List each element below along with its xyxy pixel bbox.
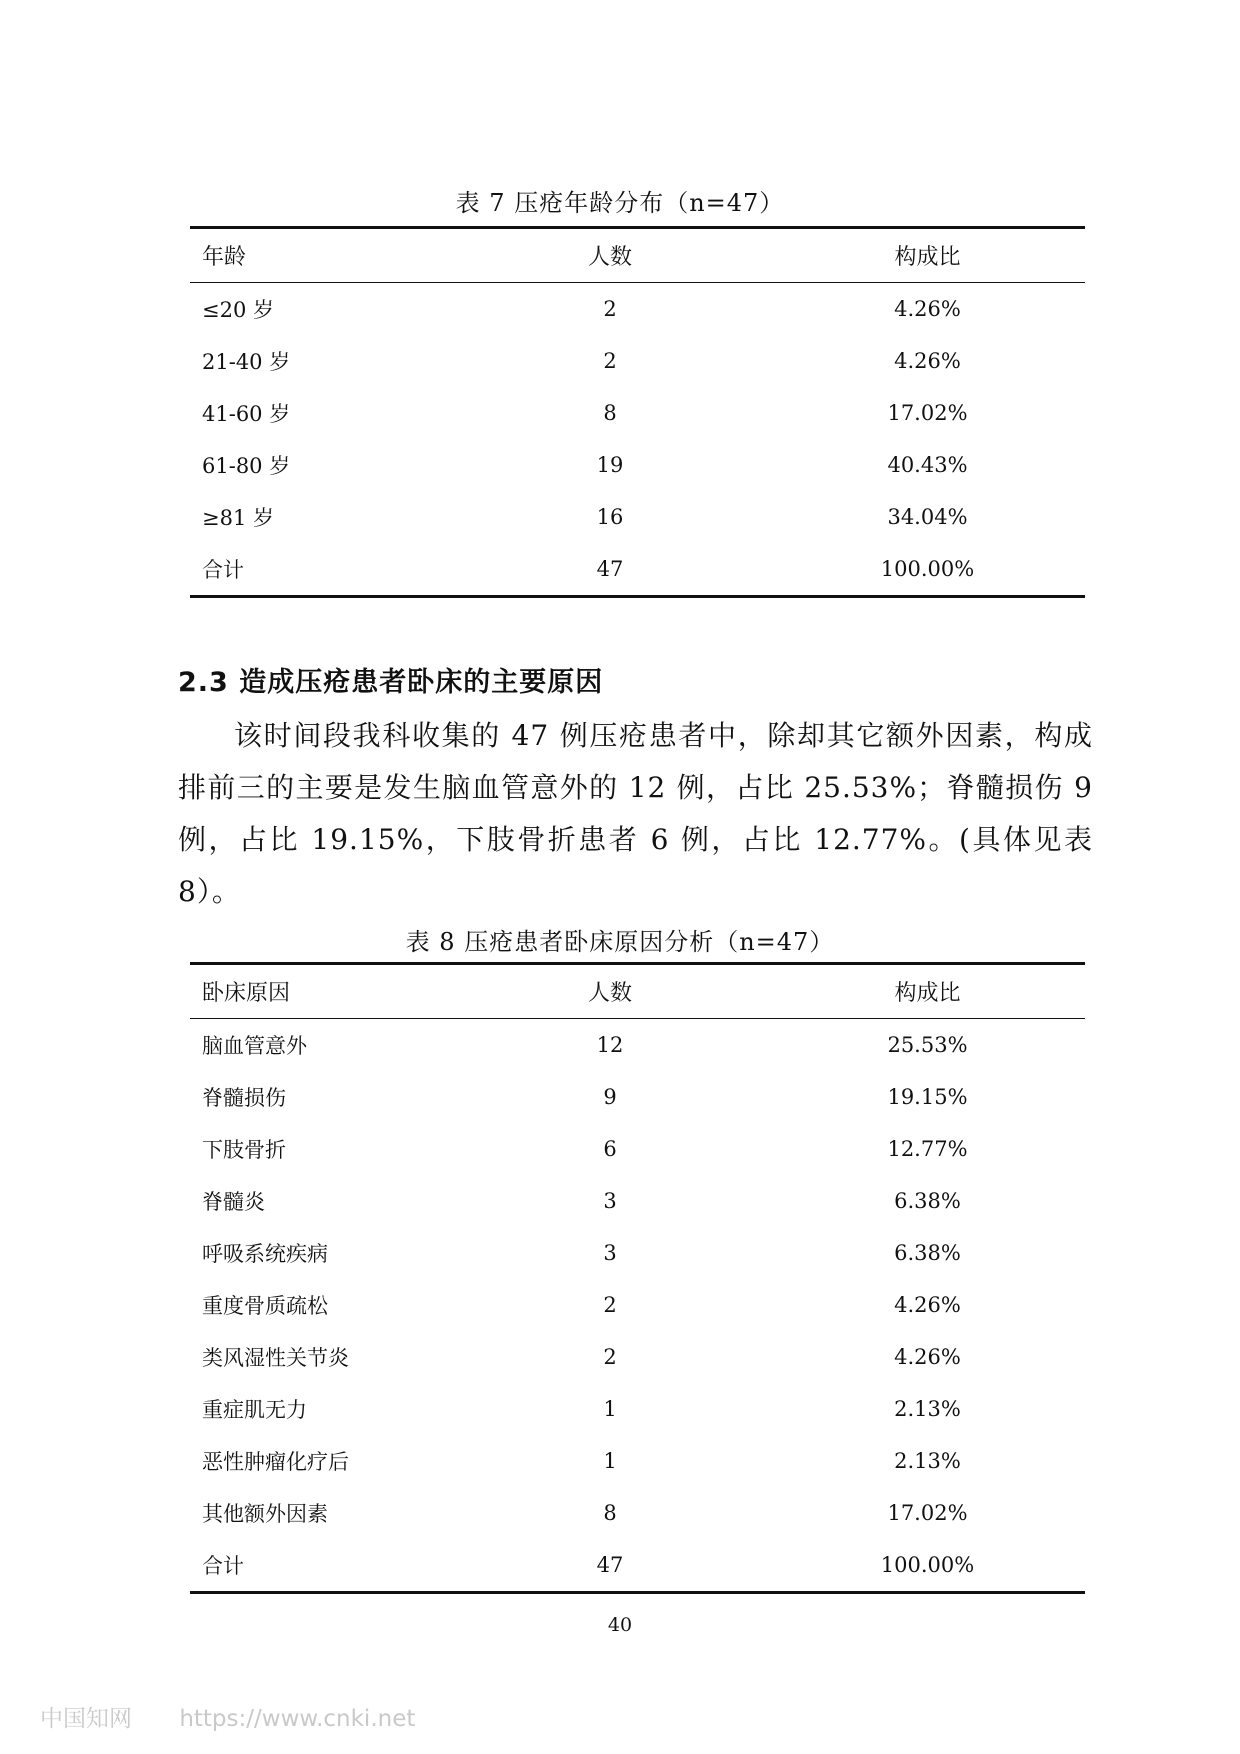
table-row xyxy=(190,1383,1085,1435)
table-cell: 脑血管意外 xyxy=(202,1034,307,1058)
table7-header-ratio: 构成比 xyxy=(894,245,961,270)
table-cell: 重度骨质疏松 xyxy=(202,1294,328,1318)
table-cell: 6.38% xyxy=(894,1241,961,1265)
table-cell: 8 xyxy=(603,401,617,425)
table-cell: 17.02% xyxy=(887,401,968,425)
table-row xyxy=(190,283,1085,335)
table-row xyxy=(190,1487,1085,1539)
table-cell: 脊髓损伤 xyxy=(202,1086,286,1110)
table-row xyxy=(190,387,1085,439)
table-row xyxy=(190,1435,1085,1487)
table-cell: 4.26% xyxy=(894,1293,961,1317)
table-cell: 3 xyxy=(603,1241,617,1265)
table-row xyxy=(190,1175,1085,1227)
table-cell: 2 xyxy=(603,1293,617,1317)
watermark-url: https://www.cnki.net xyxy=(179,1706,416,1732)
table-cell: 16 xyxy=(596,505,624,529)
table-cell: 40.43% xyxy=(887,453,968,477)
table-cell: 4.26% xyxy=(894,349,961,373)
table-total-row xyxy=(190,543,1085,595)
table-cell: 4.26% xyxy=(894,1345,961,1369)
watermark-brand: 中国知网 xyxy=(40,1706,132,1732)
table-cell: 47 xyxy=(596,557,624,581)
table-cell: 下肢骨折 xyxy=(202,1138,286,1162)
table-row xyxy=(190,1123,1085,1175)
table-row xyxy=(190,1071,1085,1123)
table-cell: 合计 xyxy=(202,1554,244,1578)
table-cell: 6 xyxy=(603,1137,617,1161)
table-cell: 3 xyxy=(603,1189,617,1213)
table-cell: 2 xyxy=(603,349,617,373)
table-cell: 2 xyxy=(603,1345,617,1369)
table-cell: 100.00% xyxy=(880,557,975,581)
table-cell: 100.00% xyxy=(880,1553,975,1577)
table7 xyxy=(190,226,1085,598)
table7-header-age: 年龄 xyxy=(202,245,247,270)
table-cell: 其他额外因素 xyxy=(202,1502,328,1526)
table7-header-row xyxy=(190,229,1085,283)
table7-caption: 表 7 压疮年龄分布（n=47） xyxy=(455,189,785,217)
body-paragraph: 该时间段我科收集的 47 例压疮患者中，除却其它额外因素，构成排前三的主要是发生脑血管意外的 12 例，占比 25.53%；脊髓损伤 9 例，占比 19.15%，下肢骨折患者 6 例，占比 12.77%。(具体见表 8）。 xyxy=(178,719,1093,908)
table-cell: ≥81 岁 xyxy=(202,506,274,530)
table-cell: 19 xyxy=(596,453,624,477)
table-cell: 2.13% xyxy=(894,1449,961,1473)
table-cell: 恶性肿瘤化疗后 xyxy=(202,1450,349,1474)
watermark xyxy=(40,1700,455,1733)
table-cell: 34.04% xyxy=(887,505,968,529)
table-cell: 重症肌无力 xyxy=(202,1398,307,1422)
table-row xyxy=(190,1279,1085,1331)
table-row xyxy=(190,491,1085,543)
table-cell: 呼吸系统疾病 xyxy=(202,1242,328,1266)
table-cell: 8 xyxy=(603,1501,617,1525)
table-row xyxy=(190,1331,1085,1383)
table-row xyxy=(190,335,1085,387)
table8-header-reason: 卧床原因 xyxy=(202,981,291,1006)
table-cell: 9 xyxy=(603,1085,617,1109)
table-row xyxy=(190,439,1085,491)
table-cell: 2 xyxy=(603,297,617,321)
table-cell: 1 xyxy=(603,1397,617,1421)
table-cell: 类风湿性关节炎 xyxy=(202,1346,349,1370)
table-row xyxy=(190,1227,1085,1279)
table-cell: ≤20 岁 xyxy=(202,298,274,322)
section-heading: 2.3 造成压疮患者卧床的主要原因 xyxy=(178,667,604,698)
table-cell: 6.38% xyxy=(894,1189,961,1213)
table8-header-ratio: 构成比 xyxy=(894,981,961,1006)
table-cell: 2.13% xyxy=(894,1397,961,1421)
table-total-row xyxy=(190,1539,1085,1591)
table-cell: 1 xyxy=(603,1449,617,1473)
table-cell: 脊髓炎 xyxy=(202,1190,265,1214)
table7-header-count: 人数 xyxy=(587,245,632,270)
table8-caption: 表 8 压疮患者卧床原因分析（n=47） xyxy=(405,928,835,956)
table-cell: 21-40 岁 xyxy=(202,350,291,374)
table-cell: 合计 xyxy=(202,558,244,582)
page-number: 40 xyxy=(607,1614,633,1636)
table-cell: 17.02% xyxy=(887,1501,968,1525)
table-cell: 41-60 岁 xyxy=(202,402,291,426)
table8-header-row xyxy=(190,965,1085,1019)
table8-header-count: 人数 xyxy=(587,981,632,1006)
table-cell: 19.15% xyxy=(887,1085,968,1109)
table-cell: 12 xyxy=(596,1033,624,1057)
table-cell: 25.53% xyxy=(887,1033,968,1057)
table-cell: 47 xyxy=(596,1553,624,1577)
table8 xyxy=(190,962,1085,1594)
table-cell: 12.77% xyxy=(887,1137,968,1161)
table-cell: 61-80 岁 xyxy=(202,454,291,478)
table-row xyxy=(190,1019,1085,1071)
table-cell: 4.26% xyxy=(894,297,961,321)
